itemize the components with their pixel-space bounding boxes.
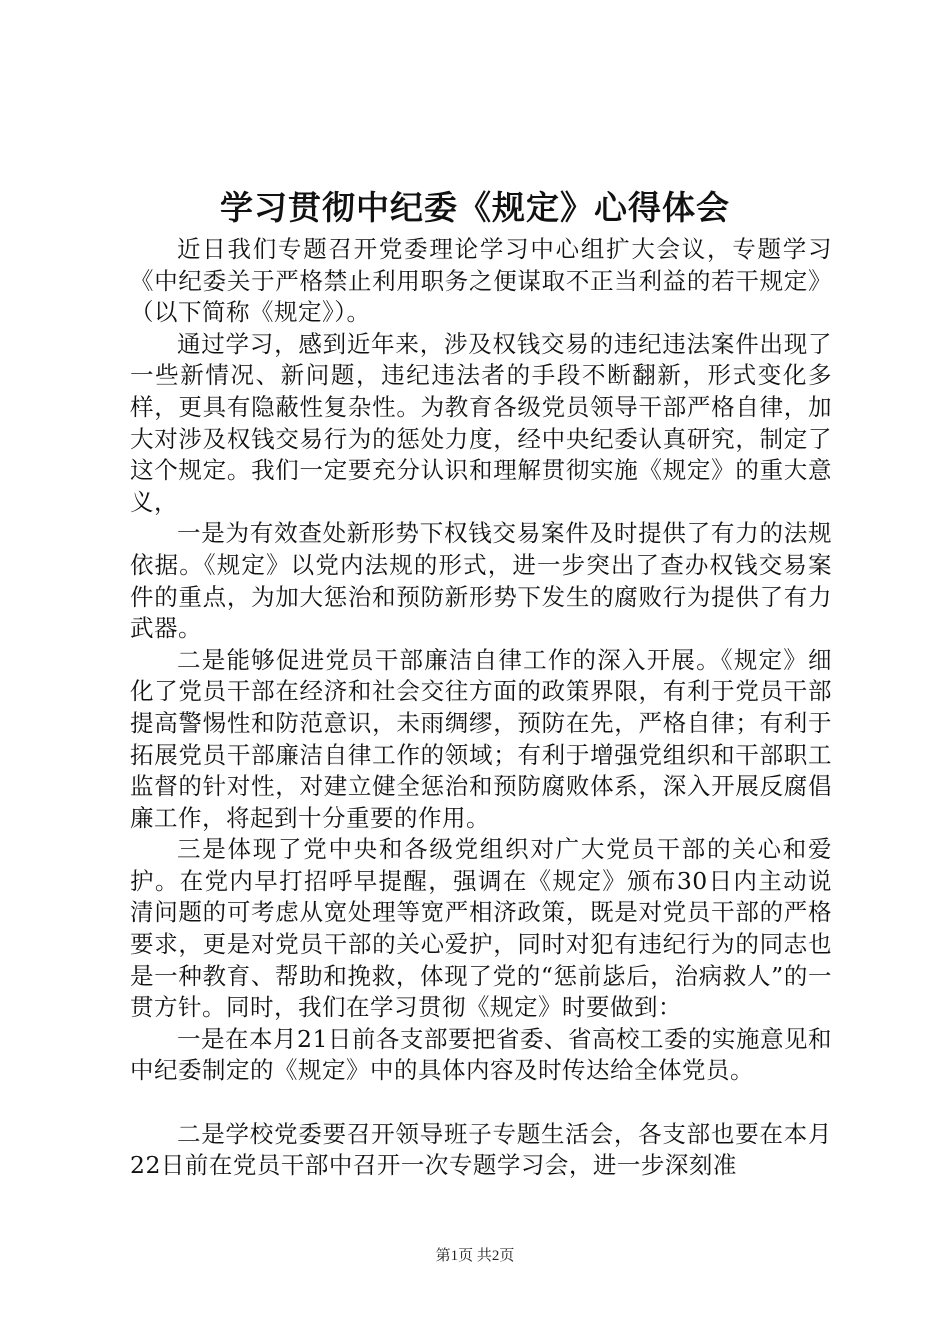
paragraph-point-one: 一是为有效查处新形势下权钱交易案件及时提供了有力的法规依据。《规定》以党内法规的形式，进一步突出了查办权钱交易案件的重点，为加大惩治和预防新形势下发生的腐败行为提供了有力武器。	[130, 519, 832, 643]
paragraph-point-three: 三是体现了党中央和各级党组织对广大党员干部的关心和爱护。在党内早打招呼早提醒，强调在《规定》颁布30日内主动说清问题的可考虑从宽处理等宽严相济政策，既是对党员干部的严格要求，更是对党员干部的关心爱护，同时对犯有违纪行为的同志也是一种教育、帮助和挽救，体现了党的“惩前毖后，治病救人”的一贯方针。同时，我们在学习贯彻《规定》时要做到：	[130, 835, 832, 1022]
document-title: 学习贯彻中纪委《规定》心得体会	[220, 188, 730, 227]
paragraph-action-one: 一是在本月21日前各支部要把省委、省高校工委的实施意见和中纪委制定的《规定》中的具体内容及时传达给全体党员。	[130, 1024, 832, 1085]
paragraph-action-two: 二是学校党委要召开领导班子专题生活会，各支部也要在本月22日前在党员干部中召开一次专题学习会，进一步深刻准	[130, 1119, 832, 1180]
paragraph-background: 通过学习，感到近年来，涉及权钱交易的违纪违法案件出现了一些新情况、新问题，违纪违法者的手段不断翻新，形式变化多样，更具有隐蔽性复杂性。为教育各级党员领导干部严格自律，加大对涉及权钱交易行为的惩处力度，经中央纪委认真研究，制定了这个规定。我们一定要充分认识和理解贯彻实施《规定》的重大意义，	[130, 329, 832, 516]
paragraph-point-two: 二是能够促进党员干部廉洁自律工作的深入开展。《规定》细化了党员干部在经济和社会交往方面的政策界限，有利于党员干部提高警惕性和防范意识，未雨绸缪，预防在先，严格自律；有利于拓展党员干部廉洁自律工作的领域；有利于增强党组织和干部职工监督的针对性，对建立健全惩治和预防腐败体系，深入开展反腐倡廉工作，将起到十分重要的作用。	[130, 645, 832, 832]
page-number-footer: 第1页 共2页	[435, 1248, 515, 1264]
paragraph-intro: 近日我们专题召开党委理论学习中心组扩大会议，专题学习《中纪委关于严格禁止利用职务之便谋取不正当利益的若干规定》（以下简称《规定》）。	[130, 235, 832, 327]
document-body	[130, 234, 832, 1182]
